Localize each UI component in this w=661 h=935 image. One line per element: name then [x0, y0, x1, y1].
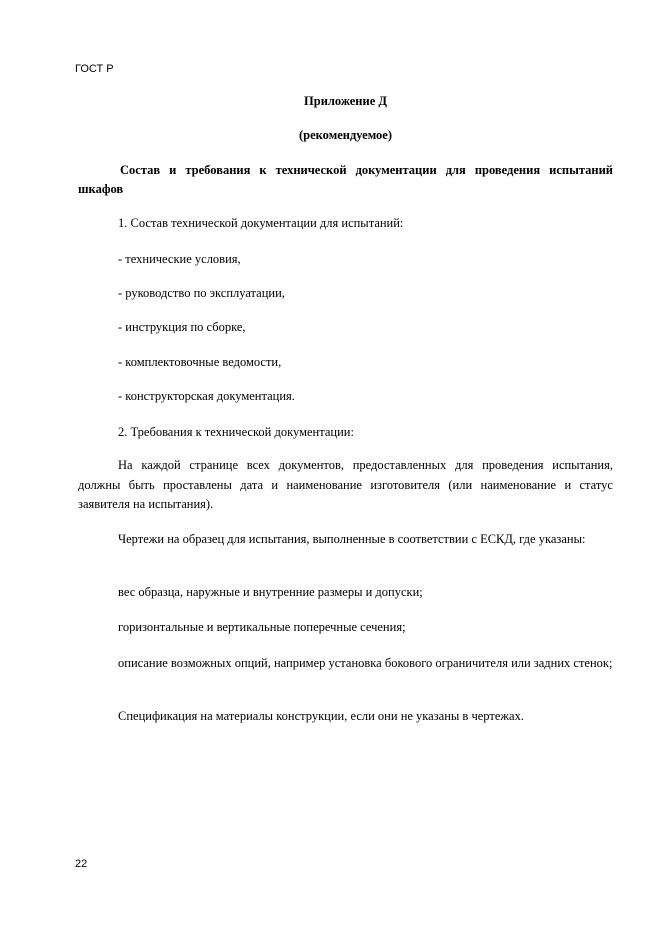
list1-heading: 1. Состав технической документации для испытаний:: [118, 216, 404, 230]
appendix-title: Приложение Д: [304, 94, 387, 108]
list-item: - конструкторская документация.: [118, 389, 295, 403]
list-item: - руководство по эксплуатации,: [118, 286, 285, 300]
paragraph-drawings: Чертежи на образец для испытания, выполненные в соответствии с ЕСКД, где указаны:: [118, 532, 586, 546]
page-number: 22: [75, 858, 88, 870]
drawing-item: горизонтальные и вертикальные поперечные сечения;: [118, 620, 406, 634]
drawing-item: вес образца, наружные и внутренние размеры и допуски;: [118, 585, 423, 599]
list-item: - технические условия,: [118, 252, 241, 266]
paragraph-each-page: На каждой странице всех документов, предоставленных для проведения испытания, должны быть проставлены дата и наименование изготовителя (или наименование и статус заявителя на испытания).: [78, 458, 613, 511]
paragraph-specification: Спецификация на материалы конструкции, если они не указаны в чертежах.: [118, 709, 524, 723]
appendix-status: (рекомендуемое): [298, 128, 393, 142]
list-item: - инструкция по сборке,: [118, 320, 246, 334]
drawing-item: описание возможных опций, например установка бокового ограничителя или задних стенок;: [118, 656, 613, 670]
running-header: ГОСТ Р: [75, 63, 114, 75]
section-title: Состав и требования к технической документации для проведения испытаний шкафов: [78, 163, 613, 196]
list2-heading: 2. Требования к технической документации:: [118, 425, 354, 439]
list-item: - комплектовочные ведомости,: [118, 355, 282, 369]
